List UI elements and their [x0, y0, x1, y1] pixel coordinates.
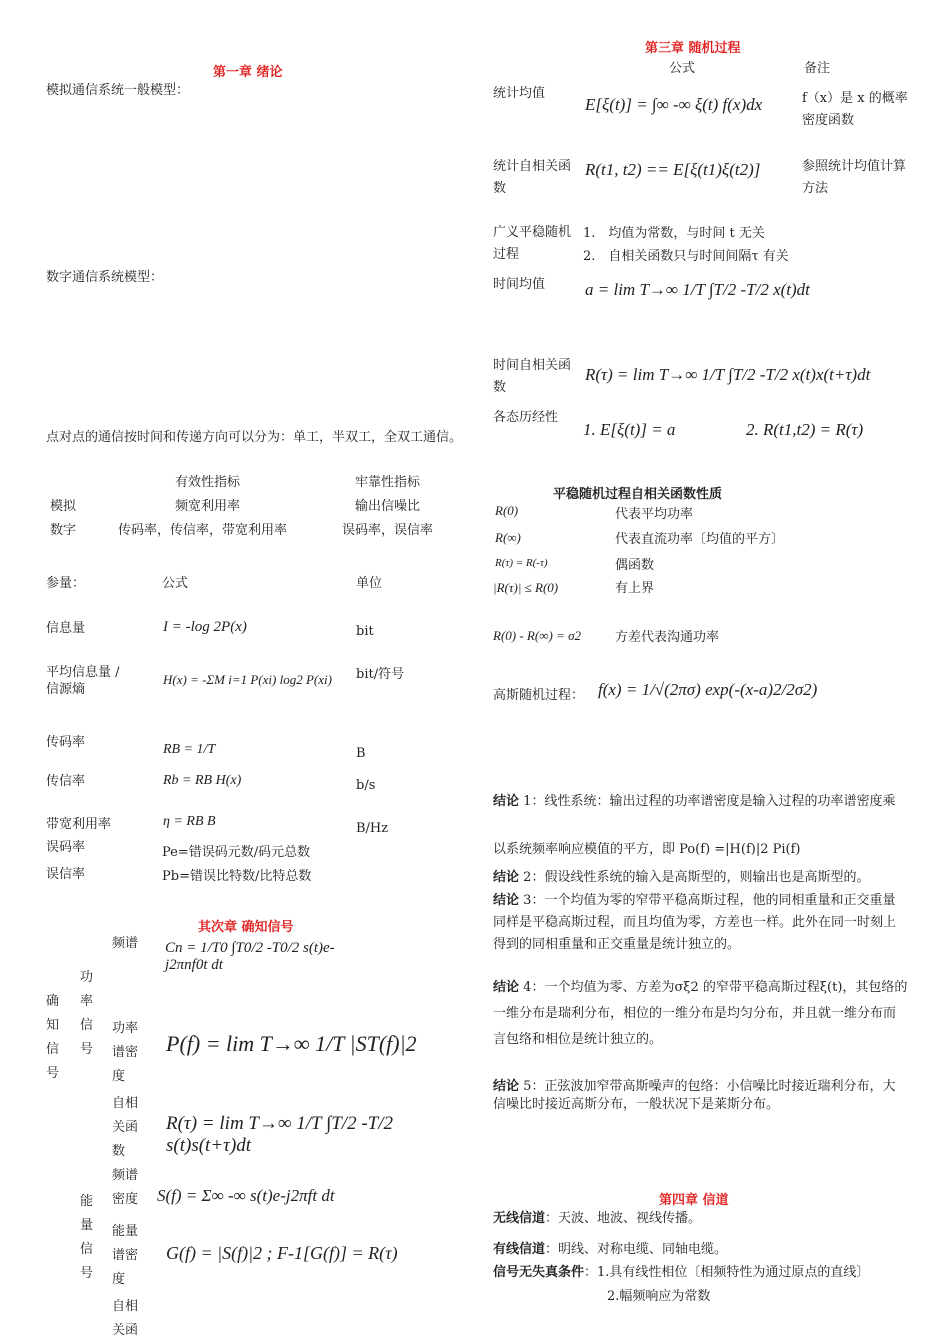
- conclusion-2: [493, 867, 908, 889]
- acf-expr: R(0): [495, 503, 519, 518]
- gauss-formula: f(x) = 1/√(2πσ) exp(-(x-a)2/2σ2): [598, 680, 818, 699]
- params-header-param: 参量：: [46, 576, 86, 591]
- conclusion-text: ：线性系统：输出过程的功率谱密度是输入过程的功率谱密度乘以系统频率响应模值的平方，即 Po(f) =|H(f)|2 Pi(f): [493, 794, 896, 857]
- ch3-ergodic-2: 2. R(t1,t2) = R(τ): [746, 420, 864, 439]
- metrics-row-analog-rel: 输出信噪比: [355, 499, 421, 514]
- ch2-row-formula: G(f) = |S(f)|2 ; F-1[G(f)] = R(τ): [166, 1243, 398, 1263]
- wireless-channel: [493, 1208, 701, 1230]
- metrics-header-reliability: 牢靠性指标: [355, 475, 421, 490]
- ch2-row-formula: R(τ) = lim T→∞ 1/T ∫T/2 -T/2 s(t)s(t+τ)dt: [166, 1113, 393, 1156]
- ch2-row-label: 能量谱密度: [112, 1224, 139, 1287]
- ch2-row-formula: Cn = 1/T0 ∫T0/2 -T0/2 s(t)e-j2πnf0t dt: [165, 940, 335, 973]
- metrics-row-digital-label: 数字: [50, 523, 77, 538]
- acf-expr: R(∞): [495, 530, 521, 545]
- metrics-row-analog-label: 模拟: [50, 499, 77, 514]
- param-unit: bit: [356, 624, 374, 639]
- ch3-row-note: f（x）是 x 的概率密度函数: [802, 91, 908, 128]
- conclusion-1: [493, 778, 908, 874]
- param-unit: B: [356, 746, 366, 761]
- ch2-row-label: 功率谱密度: [112, 1021, 139, 1084]
- distortion-item: ：1.具有线性相位〔相频特性为通过原点的直线〕: [584, 1265, 870, 1280]
- analog-model-label: 模拟通信系统一般模型：: [46, 83, 190, 98]
- param-name: 传码率: [46, 735, 86, 750]
- ch3-ergodic-1: 1. E[ξ(t)] = a: [583, 420, 676, 439]
- param-name: 误信率: [46, 867, 86, 882]
- ch3-wss-item: 2. 自相关函数只与时间间隔τ 有关: [583, 249, 789, 264]
- conclusion-num: 4: [523, 980, 532, 995]
- ch3-row-name: 统计自相关函数: [493, 159, 572, 196]
- wired-channel: [493, 1239, 727, 1261]
- conclusion-num: 5: [523, 1079, 532, 1094]
- conclusion-label: 结论: [493, 893, 520, 908]
- param-formula: RB = 1/T: [163, 742, 216, 757]
- ch3-row-name: 时间自相关函数: [493, 358, 572, 395]
- digital-model-label: 数字通信系统模型：: [46, 270, 164, 285]
- param-formula: H(x) = -ΣM i=1 P(xi) log2 P(xi): [163, 672, 332, 687]
- chapter1-title: 第一章 绪论: [213, 65, 283, 80]
- conclusion-num: 1: [523, 794, 532, 809]
- param-formula: Rb = RB H(x): [163, 773, 242, 788]
- acf-desc: 有上界: [615, 581, 655, 596]
- ch3-row-formula: E[ξ(t)] = ∫∞ -∞ ξ(t) f(x)dx: [585, 95, 763, 114]
- ch3-row-name: 统计均值: [493, 86, 546, 101]
- conclusion-text: ：一个均值为零的窄带平稳高斯过程，他的同相重量和正交重量同样是平稳高斯过程，而且均值为零，方差也一样。此外在同一时刻上得到的同相重量和正交重量是统计独立的。: [493, 893, 897, 952]
- distortion-condition: [493, 1262, 869, 1284]
- distortion-label: 信号无失真条件: [493, 1265, 585, 1280]
- ch3-row-name: 广义平稳随机过程: [493, 225, 572, 262]
- ch2-row-formula: P(f) = lim T→∞ 1/T |ST(f)|2: [166, 1031, 417, 1056]
- param-unit: bit/符号: [356, 667, 405, 682]
- ch3-row-name: 各态历经性: [493, 410, 559, 425]
- wireless-text: ：天波、地波、视线传播。: [545, 1211, 702, 1226]
- ch2-row-label: 频谱密度: [112, 1168, 139, 1207]
- param-formula: η = RB B: [163, 814, 216, 829]
- param-formula: I = -log 2P(x): [163, 619, 247, 635]
- ch2-power-label: 功率信号: [80, 970, 94, 1057]
- ch2-row-formula: S(f) = Σ∞ -∞ s(t)e-j2πft dt: [157, 1186, 335, 1205]
- params-header-unit: 单位: [356, 576, 383, 591]
- acf-desc: 偶函数: [615, 558, 655, 573]
- metrics-row-digital-rel: 误码率，误信率: [342, 523, 434, 538]
- param-unit: B/Hz: [356, 821, 389, 836]
- param-name: 传信率: [46, 774, 86, 789]
- conclusion-label: 结论: [493, 1079, 520, 1094]
- conclusion-label: 结论: [493, 870, 520, 885]
- ch2-row-label: 自相关函: [112, 1299, 139, 1338]
- conclusion-4: [493, 975, 908, 1053]
- metrics-row-digital-eff: 传码率，传信率，带宽利用率: [118, 523, 288, 538]
- chapter2-title: 其次章 确知信号: [198, 920, 294, 935]
- ch3-row-formula: R(τ) = lim T→∞ 1/T ∫T/2 -T/2 x(t)x(t+τ)dt: [585, 365, 871, 384]
- conclusion-label: 结论: [493, 794, 520, 809]
- acf-desc: 代表直流功率〔均值的平方〕: [615, 532, 785, 547]
- ch3-row-formula: R(t1, t2) == E[ξ(t1)ξ(t2)]: [585, 160, 761, 179]
- conclusion-text: ：正弦波加窄带高斯噪声的包络：小信噪比时接近瑞利分布，大信噪比时接近高斯分布，一般状况下是莱斯分布。: [493, 1079, 896, 1112]
- conclusion-3: [493, 890, 908, 956]
- ch3-row-name: 时间均值: [493, 277, 546, 292]
- ch3-row-note: 参照统计均值计算方法: [802, 159, 907, 196]
- param-unit: b/s: [356, 778, 376, 793]
- conclusion-text: ：一个均值为零、方差为σξ2 的窄带平稳高斯过程ξ(t)，其包络的一维分布是瑞利分布，相位的一维分布是均匀分布，并且就一维分布而言包络和相位是统计独立的。: [493, 980, 908, 1047]
- gauss-label: 高斯随机过程：: [493, 688, 585, 703]
- acf-expr: R(0) - R(∞) = σ2: [493, 628, 581, 643]
- wired-text: ：明线、对称电缆、同轴电缆。: [545, 1242, 728, 1257]
- ch2-row-label: 自相关函数: [112, 1096, 139, 1159]
- param-name: 带宽利用率: [46, 817, 112, 832]
- param-formula: Pb=错误比特数/比特总数: [162, 869, 312, 884]
- conclusion-label: 结论: [493, 980, 520, 995]
- param-name: 平均信息量 / 信源熵: [46, 665, 120, 697]
- conclusion-num: 2: [523, 870, 532, 885]
- acf-expr: R(τ) = R(-τ): [495, 557, 548, 569]
- acf-expr: |R(τ)| ≤ R(0): [493, 580, 559, 595]
- ch2-row-label: 频谱: [112, 936, 139, 951]
- chapter3-title: 第三章 随机过程: [645, 41, 741, 56]
- ch2-energy-label: 能量信号: [80, 1194, 94, 1281]
- param-formula: Pe=错误码元数/码元总数: [162, 845, 311, 860]
- wireless-label: 无线信道: [493, 1211, 546, 1226]
- conclusion-5: [493, 1078, 908, 1114]
- distortion-item: 2.幅频响应为常数: [607, 1289, 711, 1304]
- chapter4-title: 第四章 信道: [659, 1193, 729, 1208]
- wired-label: 有线信道: [493, 1242, 546, 1257]
- ch3-col-note: 备注: [804, 61, 831, 76]
- metrics-row-analog-eff: 频宽利用率: [175, 499, 241, 514]
- params-header-formula: 公式: [162, 576, 189, 591]
- acf-desc: 代表平均功率: [615, 507, 694, 522]
- conclusion-num: 3: [523, 893, 532, 908]
- acf-title: 平稳随机过程自相关函数性质: [553, 487, 723, 502]
- param-name: 误码率: [46, 840, 86, 855]
- ch3-wss-item: 1. 均值为常数，与时间 t 无关: [583, 226, 765, 241]
- metrics-header-efficiency: 有效性指标: [175, 475, 241, 490]
- ch3-col-formula: 公式: [669, 61, 696, 76]
- acf-desc: 方差代表沟通功率: [615, 630, 720, 645]
- p2p-text: 点对点的通信按时间和传递方向可以分为：单工，半双工，全双工通信。: [46, 430, 463, 445]
- ch2-side-label: 确知信号: [46, 994, 60, 1081]
- ch3-row-formula: a = lim T→∞ 1/T ∫T/2 -T/2 x(t)dt: [585, 280, 810, 299]
- conclusion-text: ：假设线性系统的输入是高斯型的，则输出也是高斯型的。: [531, 870, 870, 885]
- param-name: 信息量: [46, 621, 86, 636]
